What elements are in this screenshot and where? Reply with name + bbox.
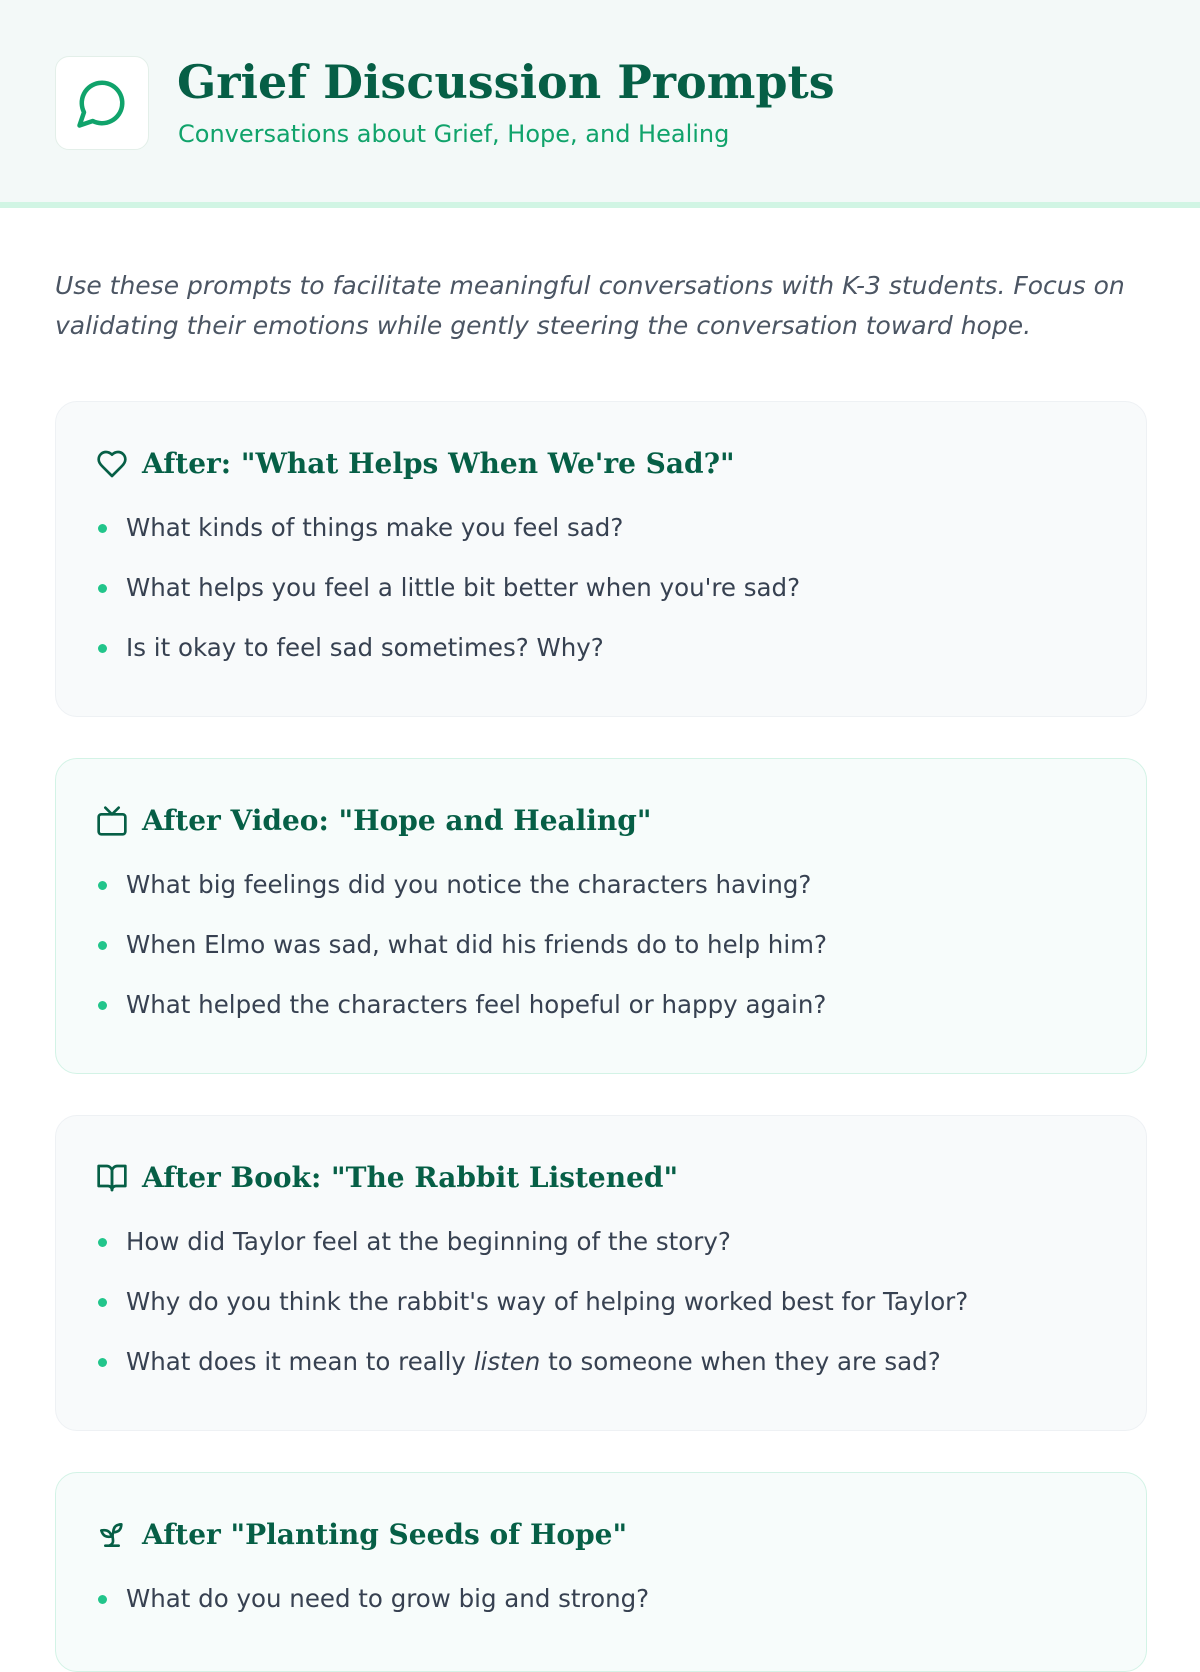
prompt-item: What do you need to grow big and strong? bbox=[96, 1579, 1106, 1619]
speech-bubble-icon bbox=[75, 76, 129, 130]
card-header bbox=[96, 1156, 1106, 1200]
prompt-card-planting-seeds bbox=[55, 1472, 1147, 1672]
card-title: After Video: "Hope and Healing" bbox=[142, 804, 652, 837]
prompt-list bbox=[96, 508, 1106, 668]
prompt-card-what-helps bbox=[55, 401, 1147, 717]
logo-badge bbox=[55, 56, 149, 150]
book-open-icon bbox=[96, 1162, 128, 1194]
card-title: After "Planting Seeds of Hope" bbox=[142, 1518, 628, 1551]
prompt-text: to someone when they are sad? bbox=[540, 1347, 941, 1376]
heart-icon bbox=[96, 448, 128, 480]
prompt-item: How did Taylor feel at the beginning of the story? bbox=[96, 1222, 1106, 1262]
prompt-card-hope-healing-video bbox=[55, 758, 1147, 1074]
prompt-list bbox=[96, 1222, 1106, 1382]
prompt-item: What big feelings did you notice the characters having? bbox=[96, 865, 1106, 905]
prompt-item: Is it okay to feel sad sometimes? Why? bbox=[96, 628, 1106, 668]
page-subtitle: Conversations about Grief, Hope, and Healing bbox=[178, 120, 730, 148]
page-header bbox=[0, 0, 1200, 208]
card-header bbox=[96, 442, 1106, 486]
prompt-item: When Elmo was sad, what did his friends do to help him? bbox=[96, 925, 1106, 965]
prompt-item bbox=[96, 1342, 1106, 1382]
prompt-item: What helped the characters feel hopeful or happy again? bbox=[96, 985, 1106, 1025]
intro-text: Use these prompts to facilitate meaningful conversations with K-3 students. Focus on validating their emotions while gently steering the conversation toward hope. bbox=[55, 271, 1125, 340]
card-title: After Book: "The Rabbit Listened" bbox=[142, 1161, 679, 1194]
prompt-card-rabbit-listened bbox=[55, 1115, 1147, 1431]
prompt-item: Why do you think the rabbit's way of helping worked best for Taylor? bbox=[96, 1282, 1106, 1322]
prompt-item: What helps you feel a little bit better when you're sad? bbox=[96, 568, 1106, 608]
prompt-text: What does it mean to really bbox=[126, 1347, 474, 1376]
sprout-icon bbox=[96, 1519, 128, 1551]
card-header bbox=[96, 799, 1106, 843]
prompt-list bbox=[96, 1579, 1106, 1619]
prompt-list bbox=[96, 865, 1106, 1025]
card-header bbox=[96, 1513, 1106, 1557]
card-title: After: "What Helps When We're Sad?" bbox=[142, 447, 735, 480]
prompt-item: What kinds of things make you feel sad? bbox=[96, 508, 1106, 548]
tv-icon bbox=[96, 805, 128, 837]
prompt-emphasis: listen bbox=[473, 1347, 541, 1376]
page-title: Grief Discussion Prompts bbox=[177, 55, 835, 109]
